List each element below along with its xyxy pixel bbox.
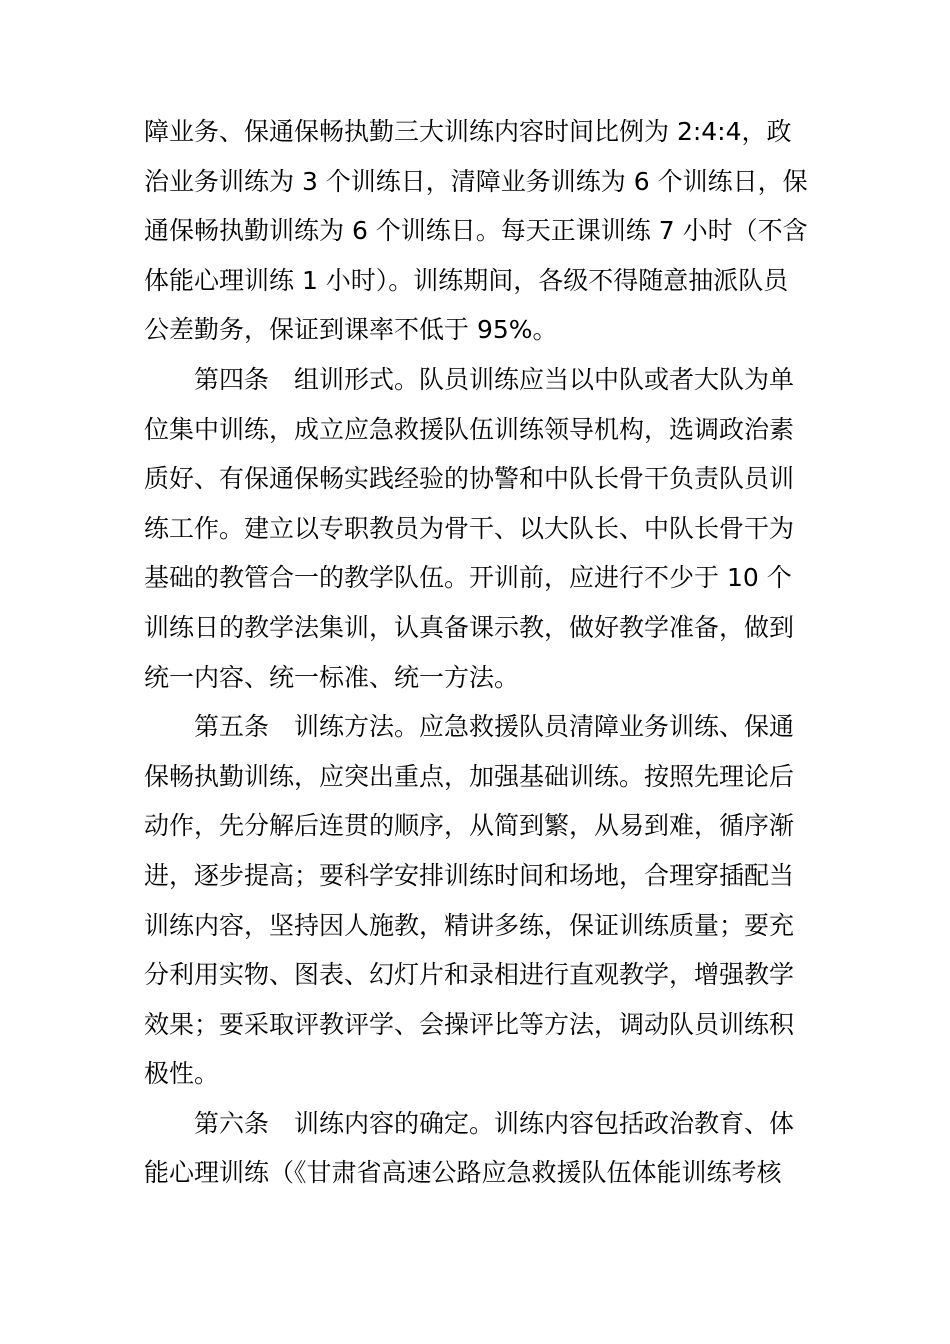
text-line: 第五条 训练方法。应急救援队员清障业务训练、保通 <box>194 712 795 742</box>
text-line: 保畅执勤训练，应突出重点，加强基础训练。按照先理论后 <box>144 761 795 791</box>
text-line: 动作，先分解后连贯的顺序，从简到繁，从易到难，循序渐 <box>144 811 795 841</box>
text-line: 障业务、保通保畅执勤三大训练内容时间比例为 2:4:4，政 <box>144 117 792 146</box>
text-line: 统一内容、统一标准、统一方法。 <box>144 662 520 692</box>
paragraph-1 <box>144 107 814 355</box>
text-line: 体能心理训练 1 小时）。训练期间，各级不得随意抽派队员 <box>144 265 789 295</box>
text-line: 位集中训练，成立应急救援队伍训练领导机构，选调政治素 <box>144 414 795 444</box>
paragraph-article-4 <box>144 355 814 702</box>
text-line: 第四条 组训形式。队员训练应当以中队或者大队为单 <box>194 364 795 394</box>
text-line: 第六条 训练内容的确定。训练内容包括政治教育、体 <box>194 1108 795 1138</box>
text-line: 效果；要采取评教评学、会操评比等方法，调动队员训练积 <box>144 1009 795 1039</box>
paragraph-article-6 <box>144 1099 814 1198</box>
text-line: 公差勤务，保证到课率不低于 95%。 <box>144 315 558 345</box>
paragraph-article-5 <box>144 702 814 1099</box>
text-line: 能心理训练（《甘肃省高速公路应急救援队伍体能训练考核 <box>144 1158 782 1188</box>
text-line: 训练日的教学法集训，认真备课示教，做好教学准备，做到 <box>144 612 795 642</box>
text-line: 极性。 <box>144 1059 220 1089</box>
text-line: 分利用实物、图表、幻灯片和录相进行直观教学，增强教学 <box>144 960 795 990</box>
text-line: 通保畅执勤训练为 6 个训练日。每天正课训练 7 小时（不含 <box>144 216 808 246</box>
text-line: 训练内容，坚持因人施教，精讲多练，保证训练质量；要充 <box>144 910 795 940</box>
text-line: 治业务训练为 3 个训练日，清障业务训练为 6 个训练日，保 <box>144 166 808 196</box>
text-line: 基础的教管合一的教学队伍。开训前，应进行不少于 10 个 <box>144 563 792 593</box>
text-line: 质好、有保通保畅实践经验的协警和中队长骨干负责队员训 <box>144 464 795 494</box>
document-body <box>144 107 814 1198</box>
text-line: 练工作。建立以专职教员为骨干、以大队长、中队长骨干为 <box>144 513 795 543</box>
text-line: 进，逐步提高；要科学安排训练时间和场地，合理穿插配当 <box>144 860 795 890</box>
